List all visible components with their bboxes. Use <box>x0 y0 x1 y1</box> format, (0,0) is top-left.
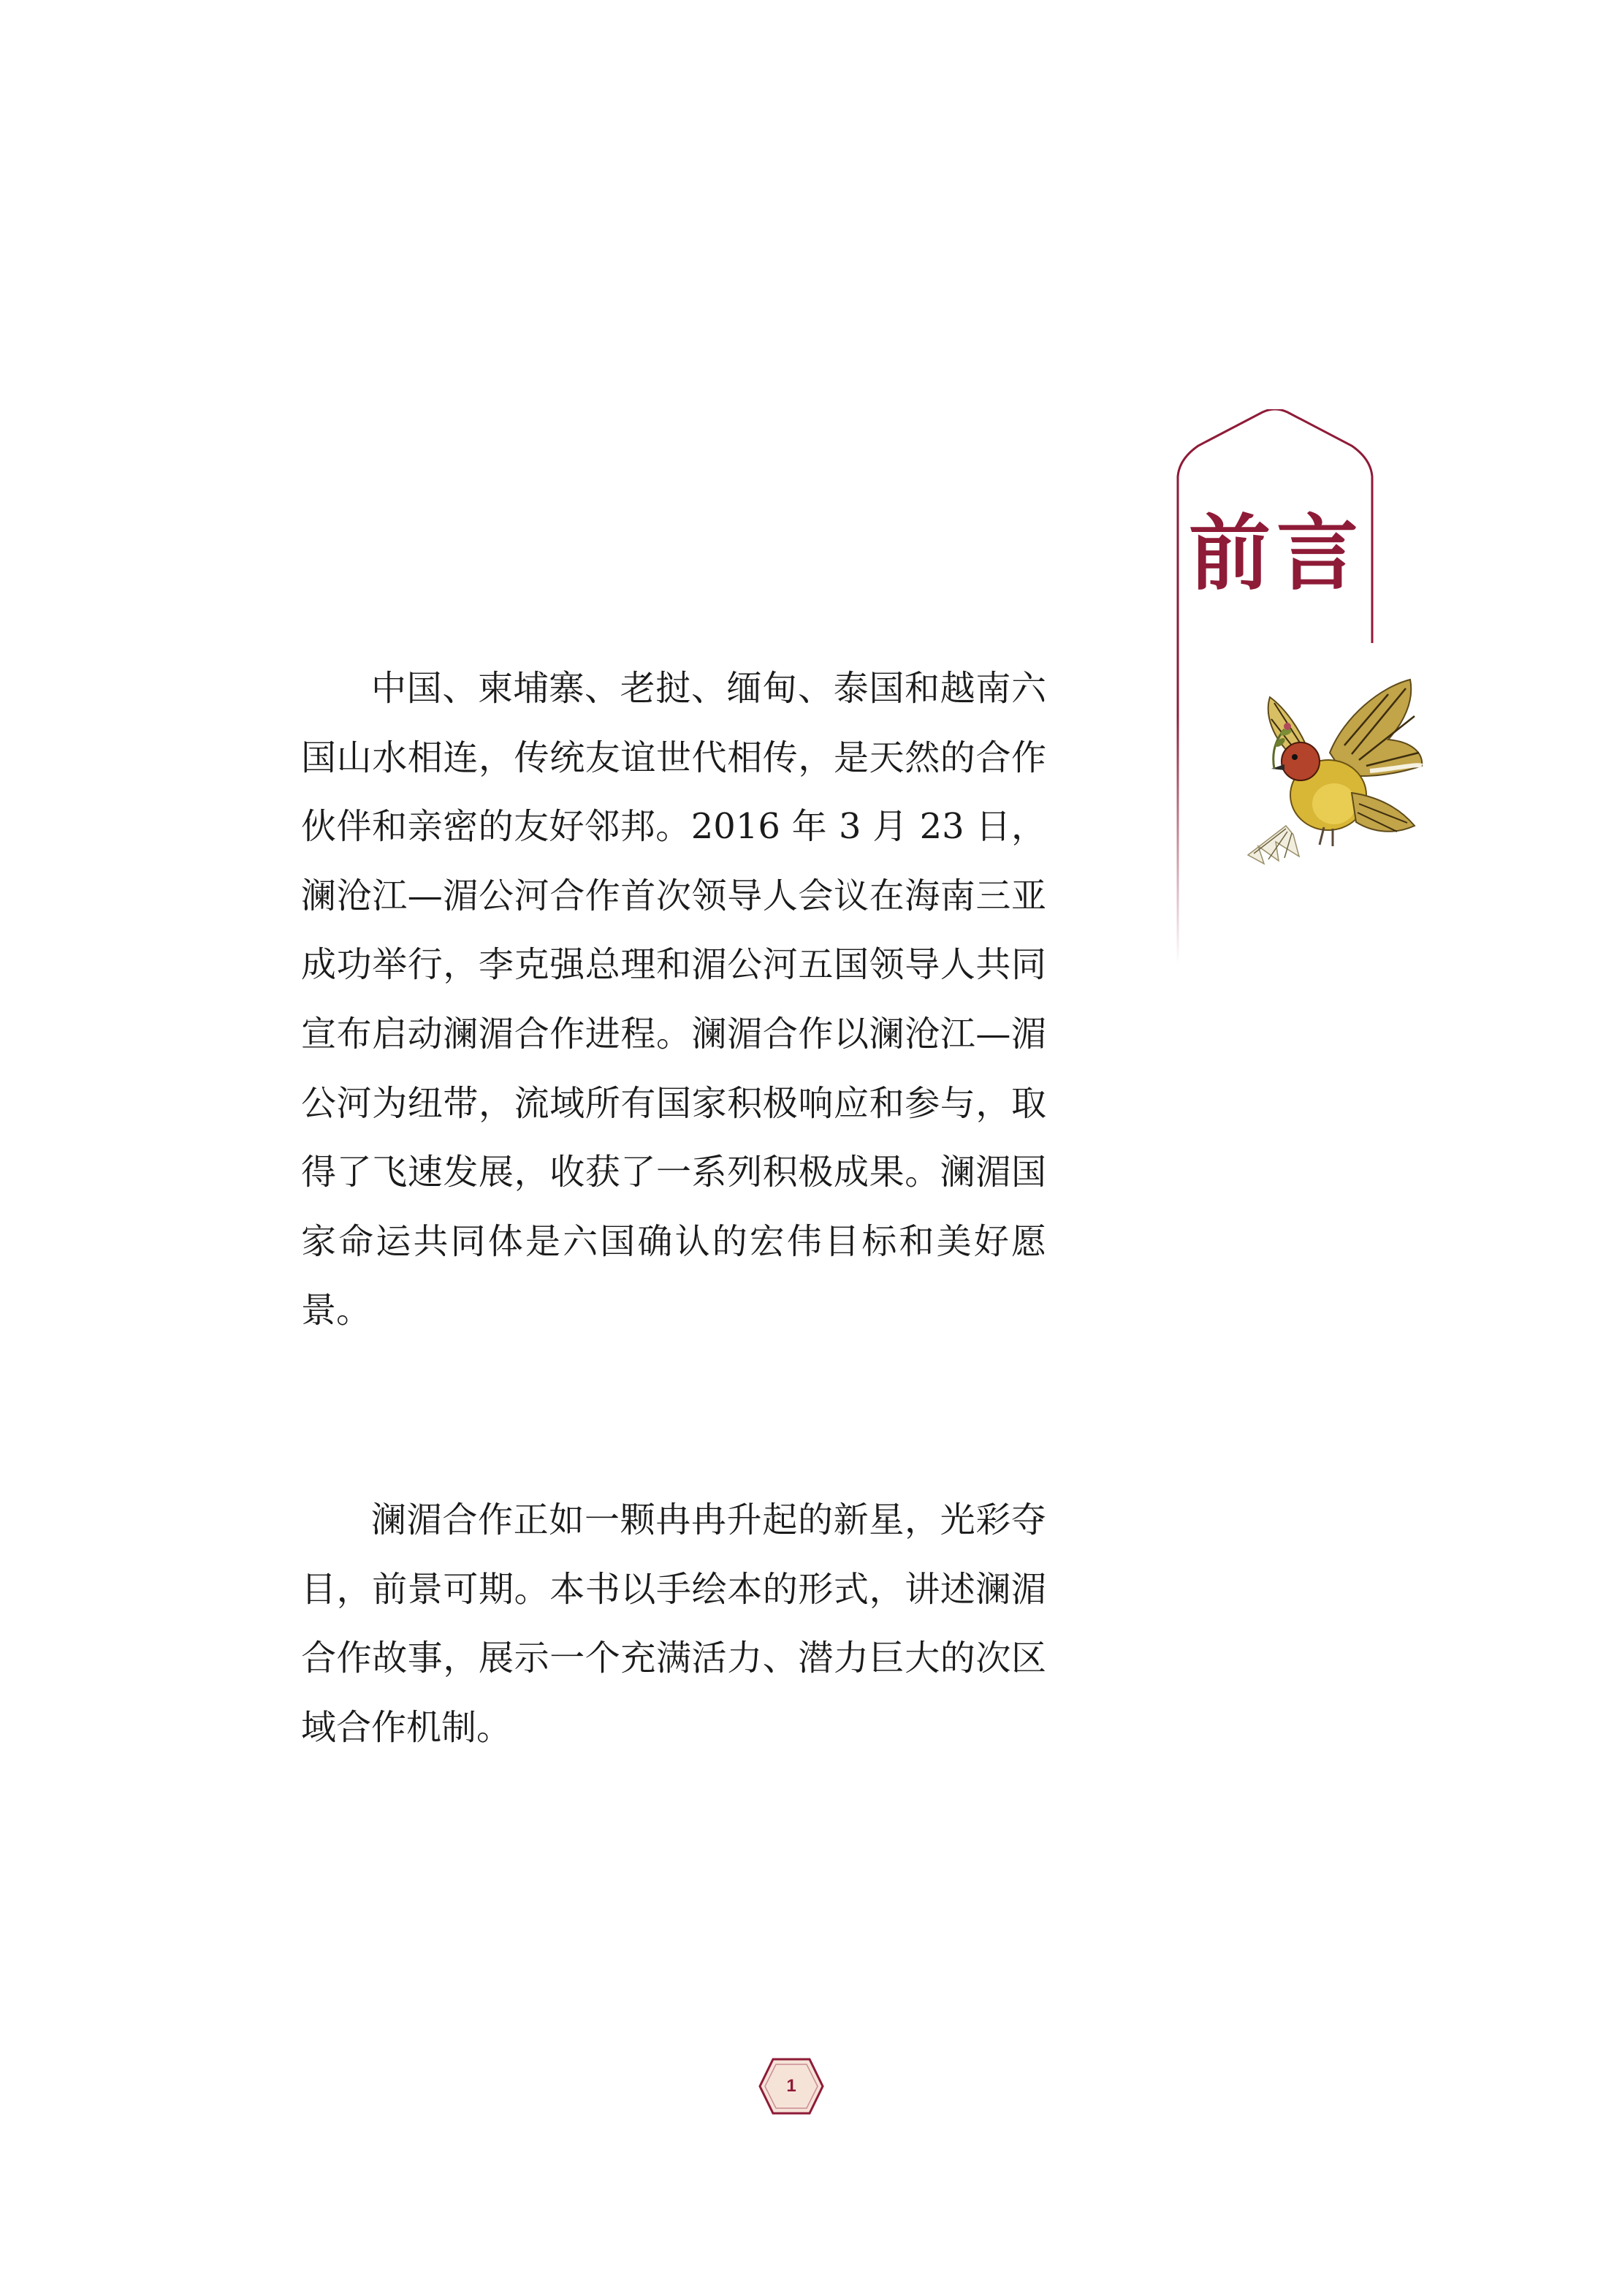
bird-illustration-icon <box>1242 672 1425 870</box>
page-number: 1 <box>786 2076 796 2096</box>
body-text <box>301 654 1046 1762</box>
paragraph-2: 澜湄合作正如一颗冉冉升起的新星，光彩夺目，前景可期。本书以手绘本的形式，讲述澜湄合作故事，展示一个充满活力、潜力巨大的次区域合作机制。 <box>301 1499 1046 1748</box>
section-title: 前言 <box>1189 506 1364 601</box>
paragraph-1: 中国、柬埔寨、老挝、缅甸、泰国和越南六国山水相连，传统友谊世代相传，是天然的合作伙伴和亲密的友好邻邦。2016 年 3 月 23 日，澜沧江—湄公河合作首次领导人会议在海南三亚成功举行，李克强总理和湄公河五国领导人共同宣布启动澜湄合作进程。澜湄合作以澜沧江—湄公河为纽带，流域所有国家积极响应和参与，取得了飞速发展，收获了一系列积极成果。澜湄国家命运共同体是六国确认的宏伟目标和美好愿景。 <box>301 668 1046 1331</box>
